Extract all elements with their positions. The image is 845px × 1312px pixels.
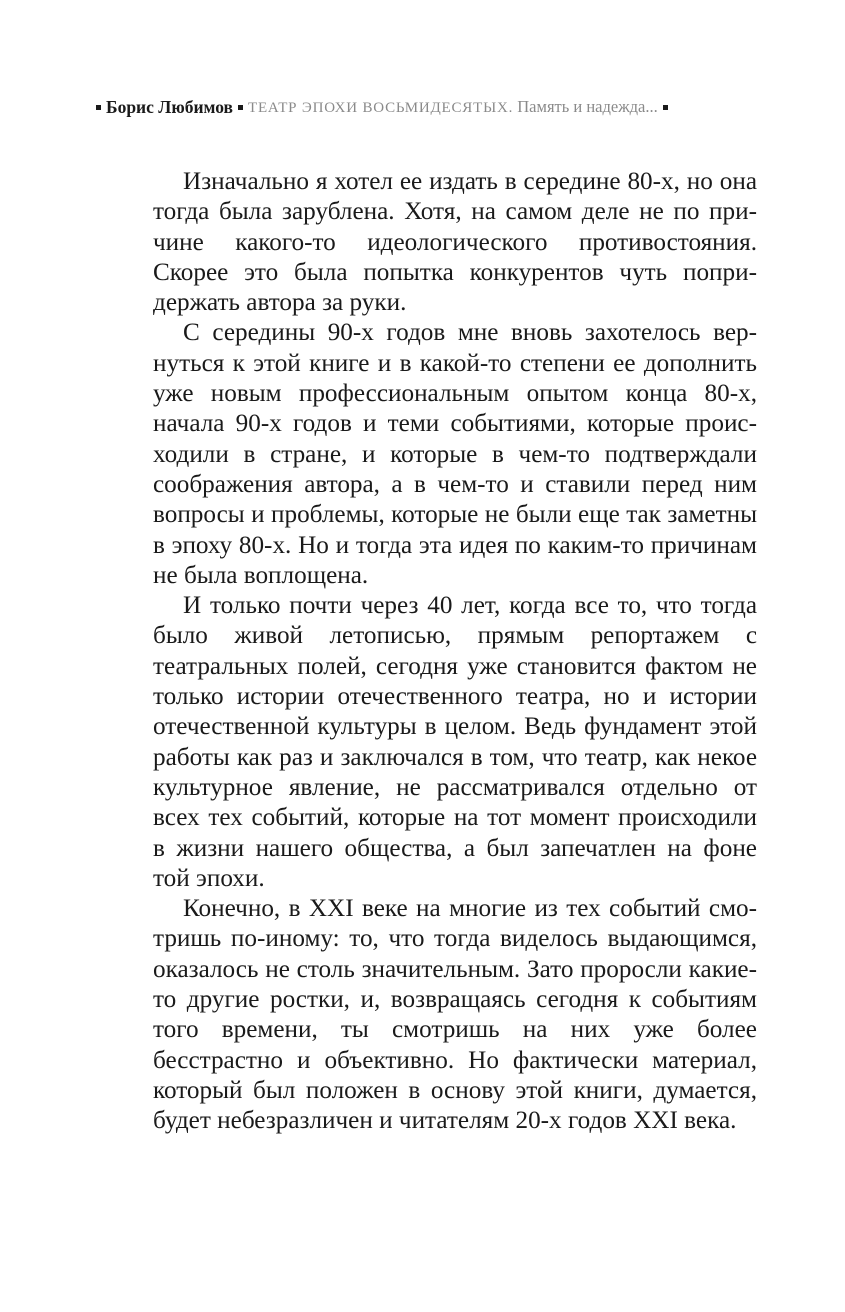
paragraph-4: Конечно, в XXI веке на многие из тех событий смотришь по-иному: то, что тогда виделось выдающимся, оказалось не столь значительным. Зато проросли какие-то другие ростки, и, возвращаясь сегодня к событиям того времени, ты смотришь на них уже более бесстрастно и объективно. Но фактически материал, который был положен в основу этой книги, думается, будет небезразличен и читателям 20-х годов XXI века. bbox=[153, 895, 757, 1135]
header-bullet-middle bbox=[238, 105, 243, 110]
running-header bbox=[96, 92, 776, 122]
header-bullet-left bbox=[96, 105, 101, 110]
header-bullet-right bbox=[663, 105, 668, 110]
header-title-rest: Память и надежда... bbox=[517, 96, 658, 116]
paragraph-2: С середины 90-х годов мне вновь захотелось вернуться к этой книге и в какой-то степени ее дополнить уже новым профессиональным опытом конца 80-х, начала 90-х годов и теми событиями, которые происходили в стране, и которые в чем-то подтверждали соображения автора, а в чем-то и ставили перед ним вопросы и проблемы, которые не были еще так заметны в эпоху 80-х. Но и тогда эта идея по каким-то причинам не была воплощена. bbox=[153, 319, 757, 589]
header-book-title bbox=[248, 92, 658, 123]
header-author: Борис Любимов bbox=[106, 97, 233, 117]
body-text bbox=[153, 167, 757, 1137]
paragraph-1: Изначально я хотел ее издать в середине 80-х, но она тогда была зарублена. Хотя, на самом деле не по причине какого-то идеологического противостояния. Скорее это была попытка конкурентов чуть попридержать автора за руки. bbox=[153, 168, 757, 317]
paragraph-3: И только почти через 40 лет, когда все то, что тогда было живой летописью, прямым репортажем с театральных полей, сегодня уже становится фактом не только истории отечественного театра, но и истории отечественной культуры в целом. Ведь фундамент этой работы как раз и заключался в том, что театр, как некое культурное явление, не рассматривался отдельно от всех тех событий, которые на тот момент происходили в жизни нашего общества, а был запечатлен на фоне той эпохи. bbox=[153, 592, 757, 892]
header-title-caps: ТЕАТР ЭПОХИ ВОСЬМИДЕСЯТЫХ. bbox=[247, 99, 514, 116]
